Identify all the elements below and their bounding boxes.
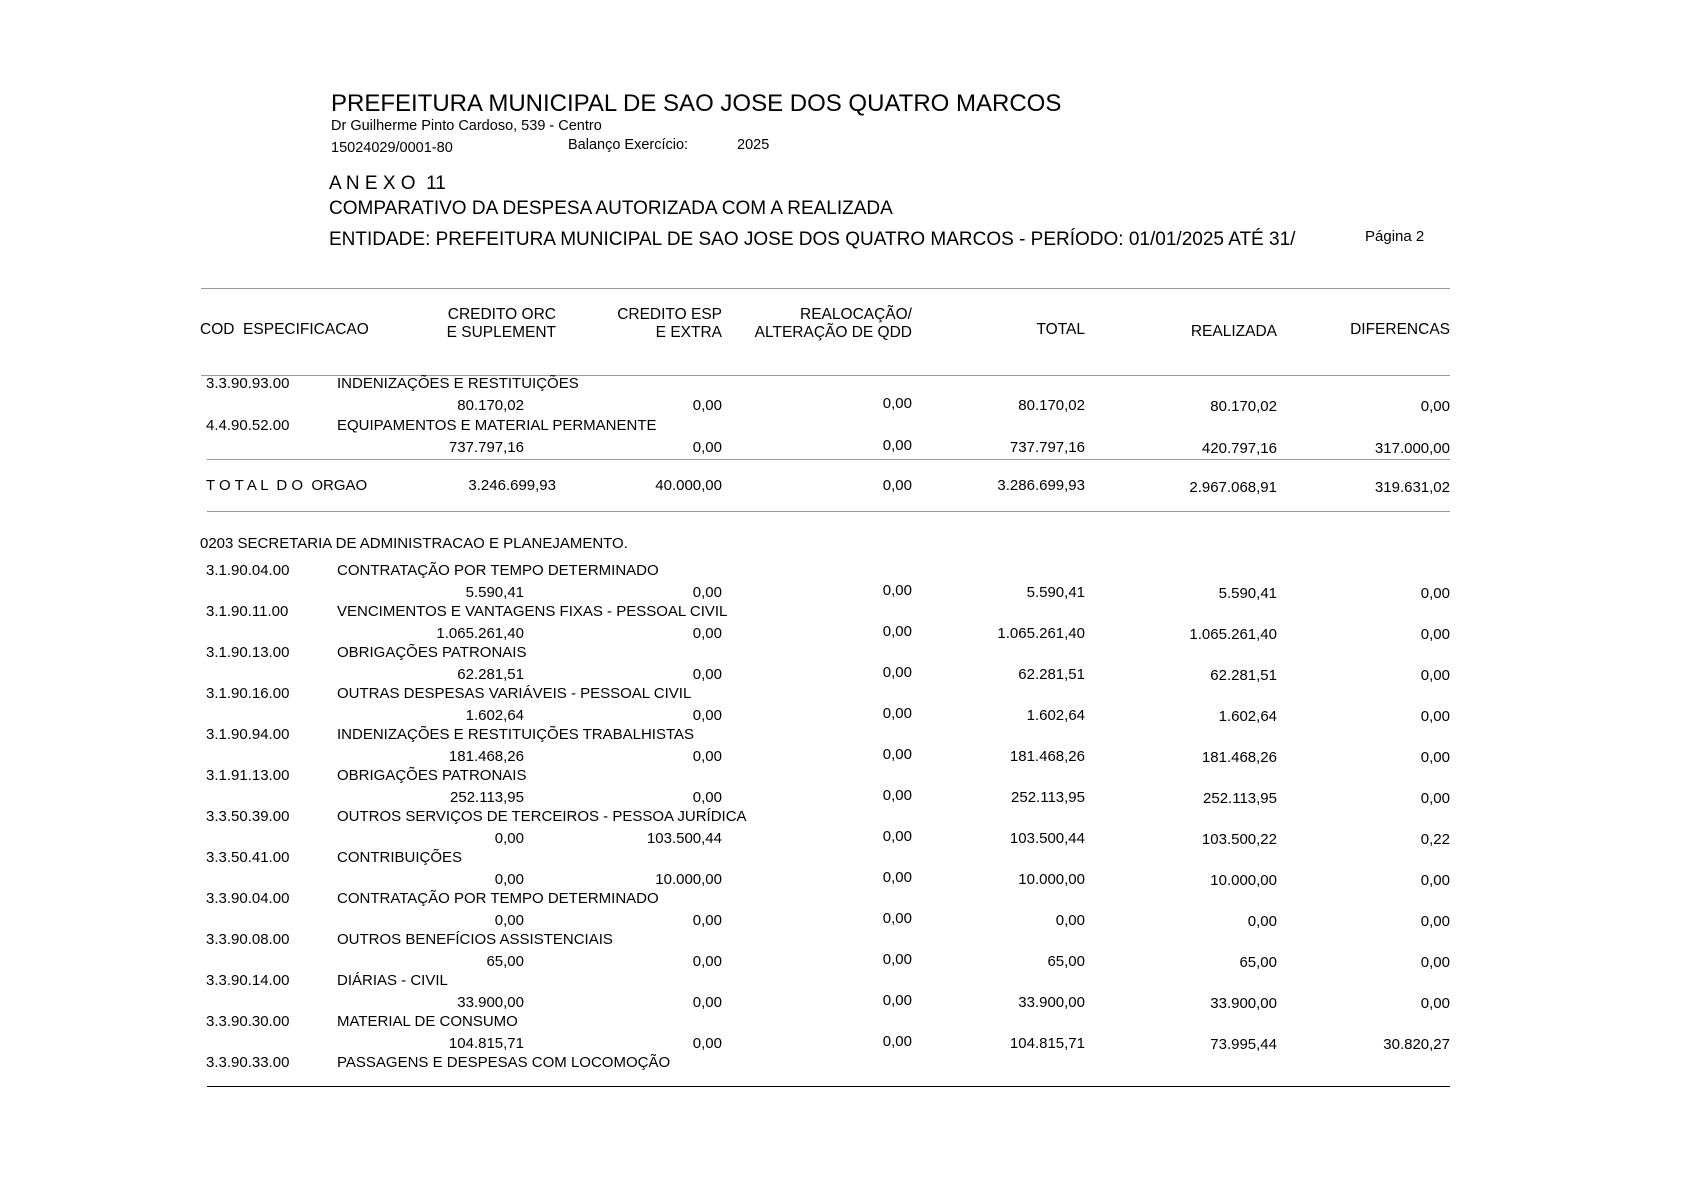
row-total: 1.602,64 <box>1026 707 1085 724</box>
exercise-label: Balanço Exercício: <box>568 137 689 153</box>
row-code: 3.1.90.04.00 <box>206 562 290 579</box>
total-credito-orc: 3.246.699,93 <box>468 477 556 494</box>
row-diferencas: 0,00 <box>1420 585 1450 602</box>
row-credito-orc: 0,00 <box>494 830 524 847</box>
cnpj: 15024029/0001-80 <box>331 140 453 156</box>
address: Dr Guilherme Pinto Cardoso, 539 - Centro <box>331 118 602 134</box>
row-total: 10.000,00 <box>1018 871 1085 888</box>
row-credito-orc: 252.113,95 <box>450 789 524 806</box>
row-credito-esp: 103.500,44 <box>646 830 722 847</box>
col-realocacao <box>720 306 912 342</box>
row-realocacao: 0,00 <box>882 664 912 681</box>
col-credito-orc-line2: E SUPLEMENT <box>446 324 556 341</box>
row-realizada: 1.065.261,40 <box>1189 626 1277 643</box>
row-credito-esp: 0,00 <box>692 1035 722 1052</box>
total-bottom-rule <box>207 511 1450 512</box>
row-description: OBRIGAÇÕES PATRONAIS <box>337 644 527 661</box>
col-credito-esp <box>560 306 722 342</box>
row-credito-orc: 33.900,00 <box>457 994 524 1011</box>
row-description: VENCIMENTOS E VANTAGENS FIXAS - PESSOAL CIVIL <box>337 603 728 620</box>
row-diferencas: 317.000,00 <box>1374 440 1450 457</box>
col-cod-spec: COD ESPECIFICACAO <box>200 321 369 338</box>
total-diferencas: 319.631,02 <box>1374 479 1450 496</box>
row-code: 3.3.90.33.00 <box>206 1054 290 1071</box>
row-credito-orc: 62.281,51 <box>457 666 524 683</box>
row-credito-esp: 0,00 <box>692 789 722 806</box>
row-diferencas: 0,00 <box>1420 913 1450 930</box>
entity-name: PREFEITURA MUNICIPAL DE SAO JOSE DOS QUATRO MARCOS <box>331 90 1062 117</box>
row-description: PASSAGENS E DESPESAS COM LOCOMOÇÃO <box>337 1054 671 1071</box>
row-realizada: 420.797,16 <box>1201 440 1277 457</box>
row-diferencas: 0,00 <box>1420 790 1450 807</box>
row-realocacao: 0,00 <box>882 395 912 412</box>
row-description: OUTRAS DESPESAS VARIÁVEIS - PESSOAL CIVIL <box>337 685 692 702</box>
row-total: 80.170,02 <box>1018 397 1085 414</box>
row-credito-esp: 0,00 <box>692 912 722 929</box>
row-realizada: 1.602,64 <box>1218 708 1277 725</box>
row-code: 3.3.90.04.00 <box>206 890 290 907</box>
row-realizada: 10.000,00 <box>1210 872 1277 889</box>
row-realizada: 103.500,22 <box>1201 831 1277 848</box>
row-realocacao: 0,00 <box>882 623 912 640</box>
row-total: 252.113,95 <box>1011 789 1085 806</box>
row-description: CONTRATAÇÃO POR TEMPO DETERMINADO <box>337 890 659 907</box>
row-code: 3.1.90.16.00 <box>206 685 290 702</box>
row-diferencas: 0,00 <box>1420 749 1450 766</box>
exercise-year: 2025 <box>737 137 770 153</box>
row-realizada: 73.995,44 <box>1210 1036 1277 1053</box>
row-code: 3.1.90.11.00 <box>206 603 289 620</box>
row-code: 3.1.91.13.00 <box>206 767 290 784</box>
row-credito-esp: 10.000,00 <box>655 871 722 888</box>
page-number: Página 2 <box>1365 228 1425 245</box>
col-realocacao-line1: REALOCAÇÃO/ <box>800 306 912 323</box>
row-realocacao: 0,00 <box>882 951 912 968</box>
row-realocacao: 0,00 <box>882 1033 912 1050</box>
row-credito-orc: 0,00 <box>494 912 524 929</box>
row-credito-esp: 0,00 <box>692 748 722 765</box>
row-code: 3.1.90.13.00 <box>206 644 290 661</box>
row-description: OUTROS BENEFÍCIOS ASSISTENCIAIS <box>337 931 613 948</box>
row-code: 3.3.50.41.00 <box>206 849 290 866</box>
col-credito-esp-line2: E EXTRA <box>655 324 722 341</box>
row-realocacao: 0,00 <box>882 705 912 722</box>
row-realizada: 181.468,26 <box>1201 749 1277 766</box>
row-code: 3.3.90.08.00 <box>206 931 290 948</box>
row-realocacao: 0,00 <box>882 869 912 886</box>
row-credito-orc: 1.602,64 <box>465 707 524 724</box>
row-credito-esp: 0,00 <box>692 397 722 414</box>
row-diferencas: 0,00 <box>1420 995 1450 1012</box>
total-top-rule <box>207 459 1450 460</box>
annex-label: A N E X O 11 <box>329 173 446 194</box>
col-diferencas: DIFERENCAS <box>1350 321 1450 338</box>
row-credito-orc: 104.815,71 <box>448 1035 524 1052</box>
row-diferencas: 0,00 <box>1420 872 1450 889</box>
row-realizada: 0,00 <box>1247 913 1277 930</box>
row-realocacao: 0,00 <box>882 746 912 763</box>
row-diferencas: 0,00 <box>1420 667 1450 684</box>
row-credito-orc: 181.468,26 <box>448 748 524 765</box>
row-credito-esp: 0,00 <box>692 707 722 724</box>
row-realizada: 80.170,02 <box>1210 398 1277 415</box>
row-total: 103.500,44 <box>1009 830 1085 847</box>
row-diferencas: 0,22 <box>1420 831 1450 848</box>
page-bottom-rule <box>207 1086 1450 1087</box>
total-realocacao: 0,00 <box>882 477 912 494</box>
row-code: 3.3.90.14.00 <box>206 972 290 989</box>
row-realizada: 5.590,41 <box>1218 585 1277 602</box>
row-total: 181.468,26 <box>1009 748 1085 765</box>
row-total: 0,00 <box>1055 912 1085 929</box>
row-credito-orc: 80.170,02 <box>457 397 524 414</box>
row-credito-orc: 65,00 <box>486 953 524 970</box>
row-description: OUTROS SERVIÇOS DE TERCEIROS - PESSOA JURÍDICA <box>337 808 747 825</box>
report-title: COMPARATIVO DA DESPESA AUTORIZADA COM A REALIZADA <box>329 198 893 219</box>
row-credito-esp: 0,00 <box>692 584 722 601</box>
row-realocacao: 0,00 <box>882 910 912 927</box>
row-description: MATERIAL DE CONSUMO <box>337 1013 518 1030</box>
col-credito-orc <box>400 306 556 342</box>
total-total: 3.286.699,93 <box>997 477 1085 494</box>
row-total: 104.815,71 <box>1009 1035 1085 1052</box>
row-realizada: 252.113,95 <box>1203 790 1277 807</box>
col-credito-orc-line1: CREDITO ORC <box>447 306 556 323</box>
row-realizada: 62.281,51 <box>1210 667 1277 684</box>
row-total: 737.797,16 <box>1009 439 1085 456</box>
row-code: 3.3.50.39.00 <box>206 808 290 825</box>
row-credito-orc: 1.065.261,40 <box>436 625 524 642</box>
row-description: DIÁRIAS - CIVIL <box>337 972 448 989</box>
row-code: 3.1.90.94.00 <box>206 726 290 743</box>
row-credito-esp: 0,00 <box>692 994 722 1011</box>
row-description: CONTRIBUIÇÕES <box>337 849 463 866</box>
row-credito-esp: 0,00 <box>692 666 722 683</box>
row-description: INDENIZAÇÕES E RESTITUIÇÕES TRABALHISTAS <box>337 726 695 743</box>
row-credito-esp: 0,00 <box>692 625 722 642</box>
total-credito-esp: 40.000,00 <box>655 477 722 494</box>
total-label: T O T A L D O ORGAO <box>206 477 368 494</box>
row-credito-esp: 0,00 <box>692 439 722 456</box>
row-credito-orc: 737.797,16 <box>448 439 524 456</box>
section-title: 0203 SECRETARIA DE ADMINISTRACAO E PLANEJAMENTO. <box>200 535 628 552</box>
total-realizada: 2.967.068,91 <box>1189 479 1277 496</box>
row-diferencas: 0,00 <box>1420 954 1450 971</box>
row-realizada: 33.900,00 <box>1210 995 1277 1012</box>
row-total: 65,00 <box>1047 953 1085 970</box>
col-realocacao-line2: ALTERAÇÃO DE QDD <box>754 324 912 341</box>
row-code: 4.4.90.52.00 <box>206 417 290 434</box>
col-credito-esp-line1: CREDITO ESP <box>617 306 722 323</box>
row-code: 3.3.90.30.00 <box>206 1013 290 1030</box>
row-realizada: 65,00 <box>1239 954 1277 971</box>
row-diferencas: 0,00 <box>1420 626 1450 643</box>
row-diferencas: 0,00 <box>1420 708 1450 725</box>
row-credito-esp: 0,00 <box>692 953 722 970</box>
row-realocacao: 0,00 <box>882 828 912 845</box>
entity-period: ENTIDADE: PREFEITURA MUNICIPAL DE SAO JOSE DOS QUATRO MARCOS - PERÍODO: 01/01/2025 ATÉ 31/ <box>329 229 1296 250</box>
row-diferencas: 0,00 <box>1420 398 1450 415</box>
row-description: INDENIZAÇÕES E RESTITUIÇÕES <box>337 375 579 392</box>
row-credito-orc: 5.590,41 <box>465 584 524 601</box>
row-description: CONTRATAÇÃO POR TEMPO DETERMINADO <box>337 562 659 579</box>
row-credito-orc: 0,00 <box>494 871 524 888</box>
row-code: 3.3.90.93.00 <box>206 375 290 392</box>
row-realocacao: 0,00 <box>882 437 912 454</box>
row-total: 62.281,51 <box>1018 666 1085 683</box>
row-realocacao: 0,00 <box>882 582 912 599</box>
header-top-rule <box>201 288 1450 289</box>
row-realocacao: 0,00 <box>882 992 912 1009</box>
row-realocacao: 0,00 <box>882 787 912 804</box>
row-description: OBRIGAÇÕES PATRONAIS <box>337 767 527 784</box>
row-diferencas: 30.820,27 <box>1383 1036 1450 1053</box>
row-total: 5.590,41 <box>1026 584 1085 601</box>
col-total: TOTAL <box>1036 321 1085 338</box>
col-realizada: REALIZADA <box>1190 323 1277 340</box>
row-total: 1.065.261,40 <box>997 625 1085 642</box>
row-description: EQUIPAMENTOS E MATERIAL PERMANENTE <box>337 417 657 434</box>
row-total: 33.900,00 <box>1018 994 1085 1011</box>
